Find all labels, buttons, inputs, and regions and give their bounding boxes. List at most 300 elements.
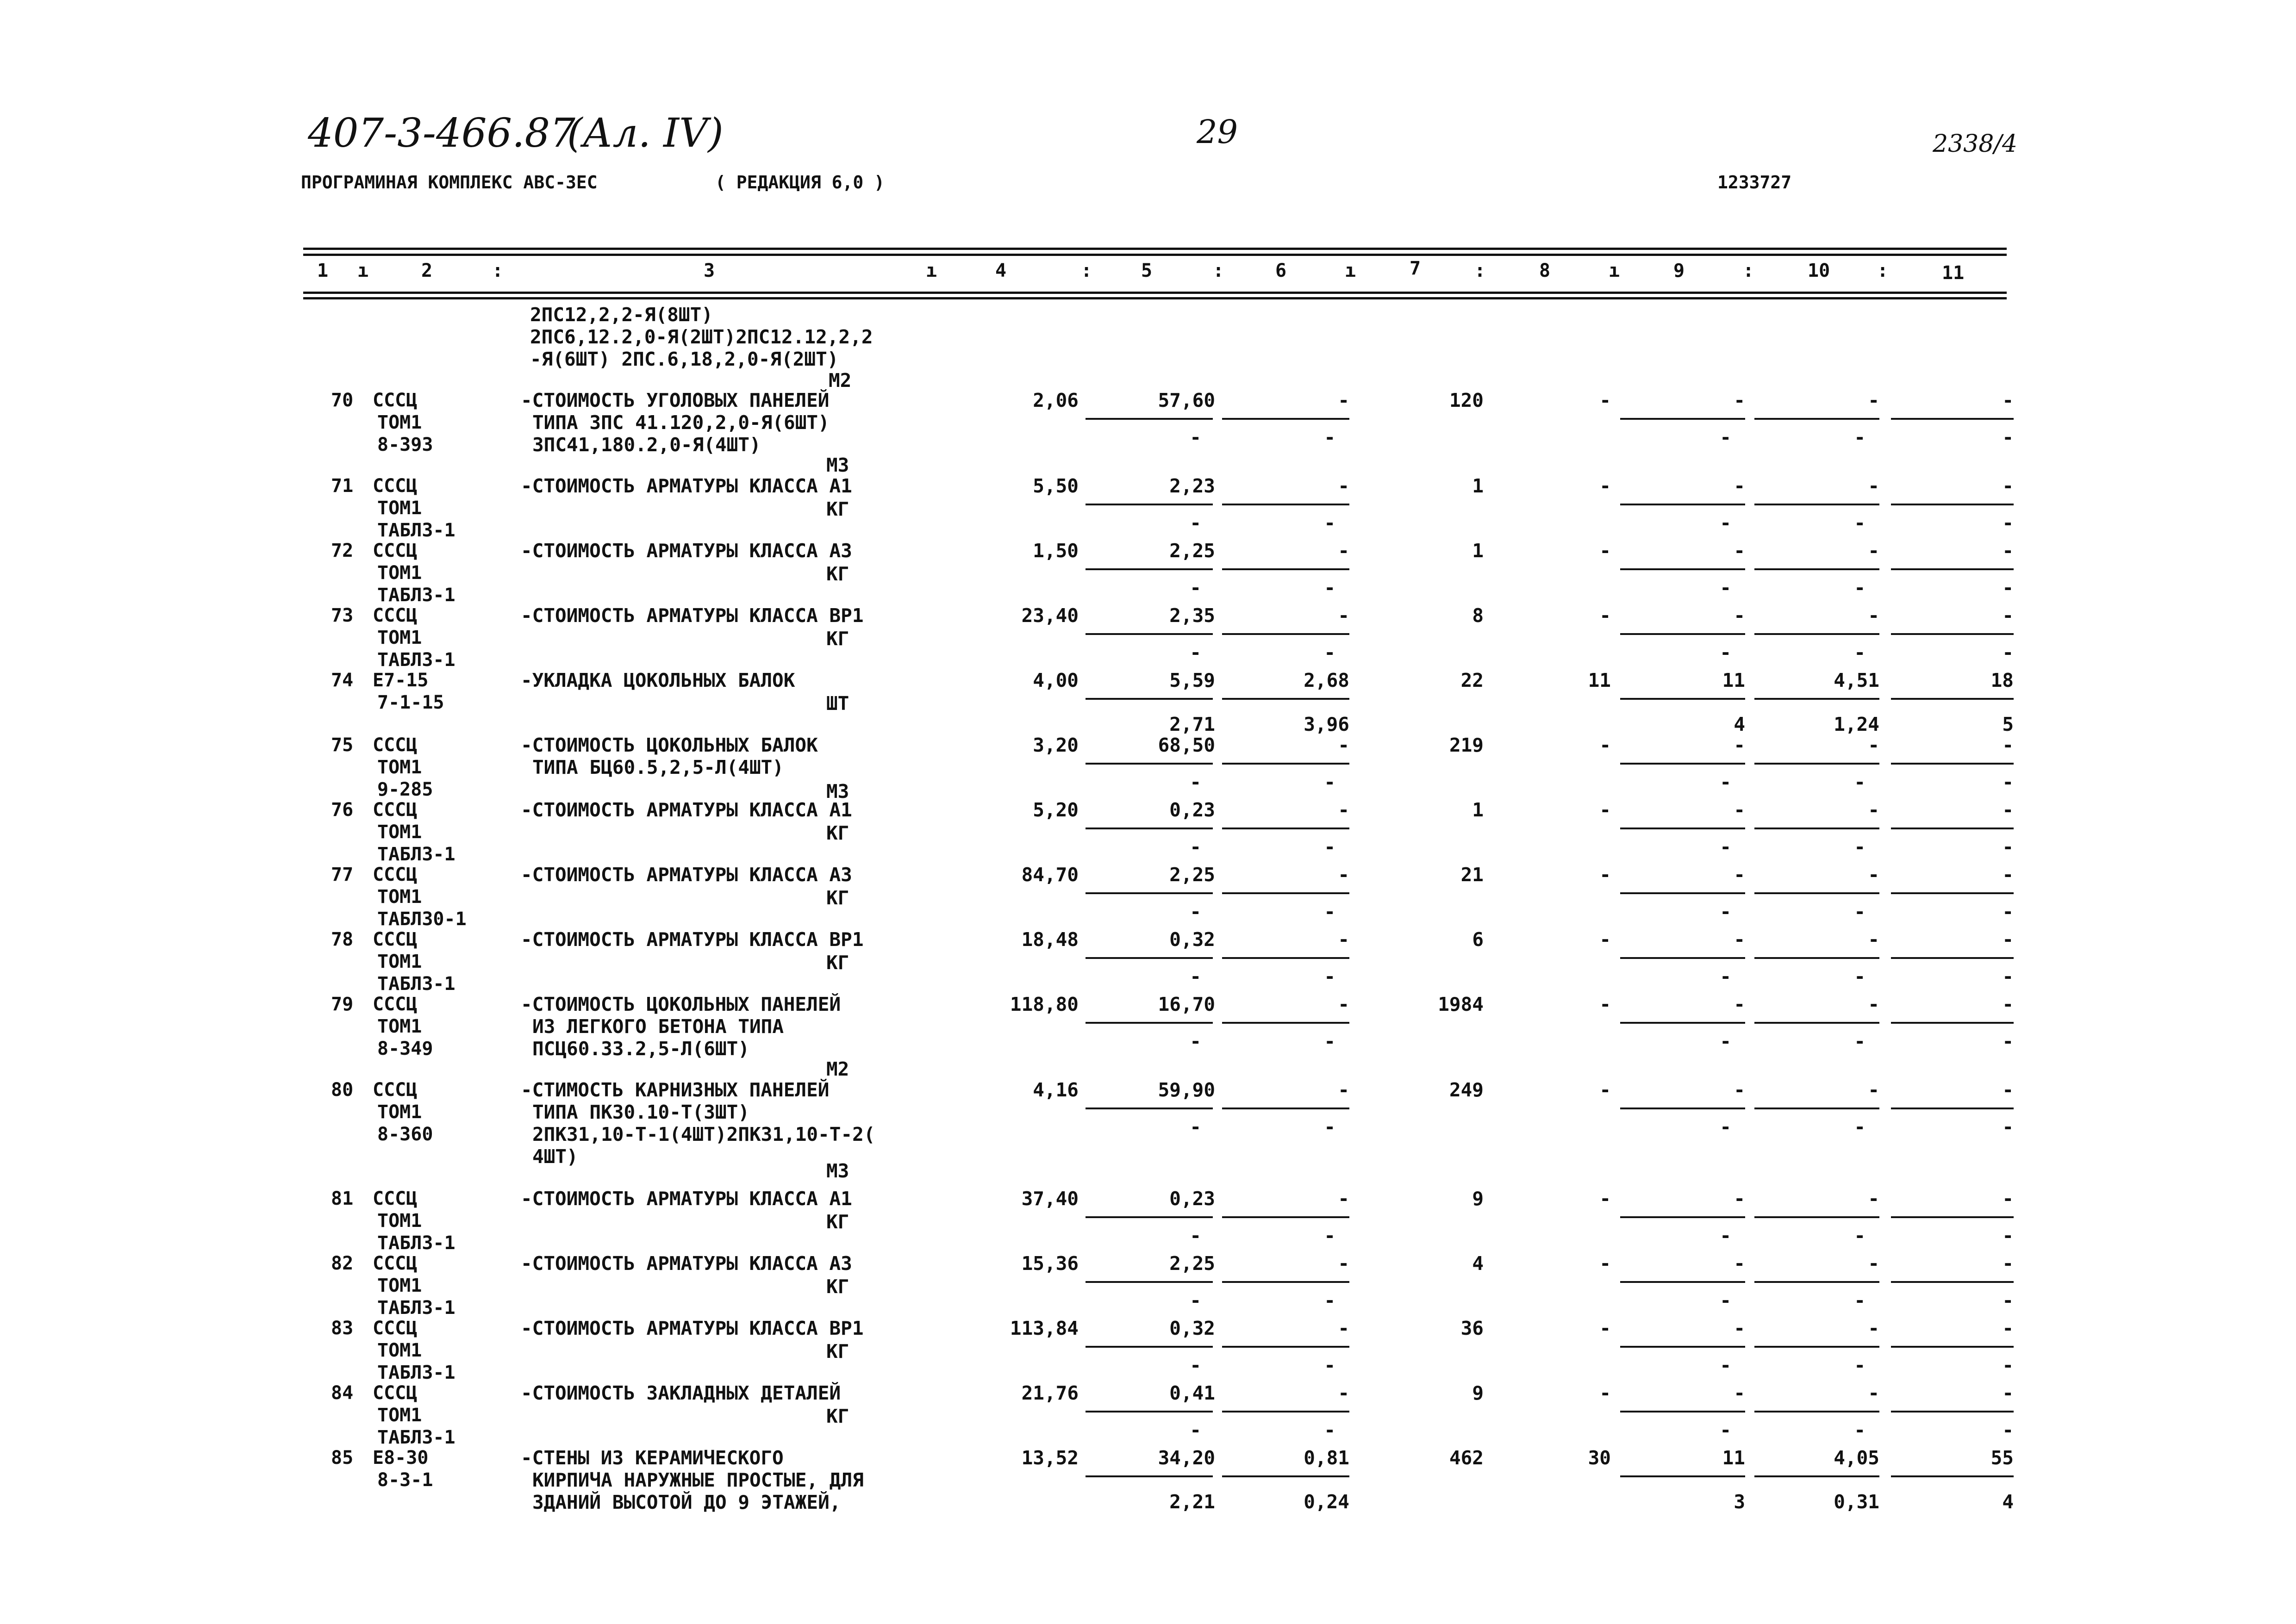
- cell-v10: -: [1868, 1188, 1879, 1210]
- cell-secondary-v11: 5: [2002, 713, 2014, 735]
- norm-source: Е7-15: [373, 670, 429, 691]
- cell-underline: [1891, 957, 2014, 959]
- norm-table: 8-393: [377, 434, 433, 455]
- work-description: -СТОИМОСТЬ АРМАТУРЫ КЛАССА ВР1: [521, 1317, 864, 1339]
- row-number: 76: [331, 799, 354, 821]
- cell-v5: 5,59: [1169, 669, 1215, 691]
- cell-v8: -: [1599, 799, 1611, 821]
- cell-underline: [1222, 568, 1349, 570]
- cell-secondary-dash: -: [1190, 901, 1201, 923]
- cell-secondary-dash: -: [1324, 1116, 1335, 1138]
- cell-v6: -: [1338, 993, 1349, 1015]
- cell-secondary-dash: -: [1720, 1116, 1731, 1138]
- work-description: КИРПИЧА НАРУЖНЫЕ ПРОСТЫЕ, ДЛЯ: [532, 1469, 864, 1491]
- cell-secondary-dash: -: [1324, 426, 1335, 448]
- cell-secondary-dash: -: [2002, 901, 2014, 923]
- cell-v8: 11: [1588, 669, 1611, 691]
- cell-secondary-dash: -: [1190, 1354, 1201, 1376]
- row-number: 83: [331, 1318, 354, 1339]
- cell-v9: -: [1734, 389, 1745, 411]
- continuation-line: -Я(6ШТ) 2ПС.6,18,2,0-Я(2ШТ): [530, 348, 839, 370]
- norm-source: СССЦ: [373, 1382, 418, 1404]
- cell-v5: 0,32: [1169, 928, 1215, 951]
- cell-secondary-dash: -: [1190, 426, 1201, 448]
- cell-underline: [1891, 1346, 2014, 1348]
- cell-underline: [1620, 1216, 1745, 1218]
- cell-v4: 118,80: [1010, 993, 1079, 1015]
- cell-v10: -: [1868, 864, 1879, 886]
- row-number: 78: [331, 929, 354, 950]
- cell-underline: [1754, 418, 1879, 420]
- cell-secondary-dash: -: [1324, 1030, 1335, 1052]
- cell-underline: [1620, 568, 1745, 570]
- work-description: -СТОИМОСТЬ АРМАТУРЫ КЛАССА А3: [521, 864, 852, 886]
- cell-v8: -: [1599, 1188, 1611, 1210]
- cell-secondary-dash: -: [1190, 1030, 1201, 1052]
- row-number: 73: [331, 605, 354, 626]
- cell-secondary-dash: -: [2002, 426, 2014, 448]
- cell-secondary-dash: -: [1324, 901, 1335, 923]
- cell-v10: -: [1868, 540, 1879, 562]
- cell-secondary-dash: -: [1190, 771, 1201, 793]
- cell-secondary-dash: -: [1190, 1225, 1201, 1247]
- work-description: -СТОИМОСТЬ АРМАТУРЫ КЛАССА А3: [521, 540, 852, 562]
- cell-v9: -: [1734, 928, 1745, 951]
- continuation-line: 2ПС12,2,2-Я(8ШТ): [530, 304, 713, 326]
- norm-source: Е8-30: [373, 1447, 429, 1468]
- norm-table: ТАБЛ3-1: [377, 585, 455, 606]
- column-header-10: 10: [1808, 260, 1830, 281]
- cell-secondary-dash: -: [1854, 965, 1866, 988]
- cell-secondary-dash: -: [1720, 1030, 1731, 1052]
- cell-underline: [1891, 892, 2014, 894]
- cell-secondary-dash: -: [1720, 901, 1731, 923]
- unit-of-measure: КГ: [826, 887, 849, 909]
- cell-v7: 249: [1449, 1079, 1484, 1101]
- work-description: -СТОИМОСТЬ АРМАТУРЫ КЛАССА А3: [521, 1252, 852, 1275]
- cell-secondary-dash: -: [1854, 1289, 1866, 1312]
- norm-volume: ТОМ1: [377, 1016, 422, 1037]
- cell-secondary-dash: -: [1190, 1419, 1201, 1441]
- cell-v5: 0,41: [1169, 1382, 1215, 1404]
- column-header-6: 6: [1275, 260, 1287, 281]
- cell-v11: -: [2002, 1317, 2014, 1339]
- cell-secondary-dash: -: [1324, 836, 1335, 858]
- sheet-reference: 2338/4: [1933, 130, 2017, 158]
- cell-underline: [1891, 568, 2014, 570]
- cell-secondary-v9: 3: [1734, 1491, 1745, 1513]
- norm-table: ТАБЛ3-1: [377, 844, 455, 865]
- cell-underline: [1620, 892, 1745, 894]
- cell-v4: 18,48: [1021, 928, 1079, 951]
- cell-secondary-dash: -: [1324, 577, 1335, 599]
- cell-underline: [1891, 1411, 2014, 1412]
- cell-v6: -: [1338, 1382, 1349, 1404]
- cell-underline: [1222, 1411, 1349, 1412]
- cell-underline: [1891, 1281, 2014, 1283]
- cell-v9: -: [1734, 604, 1745, 627]
- cell-underline: [1086, 763, 1213, 765]
- cell-v11: -: [2002, 1382, 2014, 1404]
- cell-v4: 5,50: [1033, 475, 1079, 497]
- work-description: -СТОИМОСТЬ АРМАТУРЫ КЛАССА ВР1: [521, 928, 864, 951]
- norm-table: ТАБЛ3-1: [377, 1232, 455, 1254]
- cell-underline: [1891, 828, 2014, 829]
- column-separator: ı: [357, 260, 369, 281]
- norm-source: СССЦ: [373, 994, 418, 1015]
- cell-underline: [1086, 1411, 1213, 1412]
- cell-v5: 0,23: [1169, 1188, 1215, 1210]
- cell-underline: [1086, 892, 1213, 894]
- cell-v7: 4: [1472, 1252, 1484, 1275]
- cell-secondary-dash: -: [1720, 512, 1731, 534]
- norm-volume: ТОМ1: [377, 1405, 422, 1426]
- continuation-line: 2ПС6,12.2,0-Я(2ШТ)2ПС12.12,2,2: [530, 326, 873, 348]
- cell-v7: 1984: [1438, 993, 1484, 1015]
- cell-underline: [1222, 418, 1349, 420]
- cell-secondary-dash: -: [1854, 512, 1866, 534]
- cell-v11: -: [2002, 928, 2014, 951]
- cell-underline: [1891, 504, 2014, 505]
- cell-underline: [1620, 1108, 1745, 1109]
- cell-secondary-dash: -: [1720, 771, 1731, 793]
- unit-of-measure: ШТ: [826, 692, 849, 715]
- cell-underline: [1086, 957, 1213, 959]
- cell-underline: [1086, 1346, 1213, 1348]
- cell-secondary-dash: -: [2002, 512, 2014, 534]
- cell-v9: -: [1734, 1317, 1745, 1339]
- norm-table: 8-360: [377, 1124, 433, 1145]
- cell-underline: [1754, 568, 1879, 570]
- cell-underline: [1222, 1475, 1349, 1477]
- cell-underline: [1754, 957, 1879, 959]
- norm-table: ТАБЛ3-1: [377, 973, 455, 995]
- norm-source: СССЦ: [373, 734, 418, 756]
- work-description: -СТИМОСТЬ КАРНИЗНЫХ ПАНЕЛЕЙ: [521, 1079, 830, 1101]
- work-description: ЗПС41,180.2,0-Я(4ШТ): [532, 434, 761, 456]
- cell-underline: [1222, 1022, 1349, 1024]
- cell-v8: 30: [1588, 1447, 1611, 1469]
- column-header-1: 1: [317, 260, 329, 281]
- cell-v11: 55: [1990, 1447, 2014, 1469]
- cell-v8: -: [1599, 864, 1611, 886]
- norm-volume: ТОМ1: [377, 1210, 422, 1232]
- norm-source: СССЦ: [373, 799, 418, 821]
- work-description: -УКЛАДКА ЦОКОЛЬНЫХ БАЛОК: [521, 669, 795, 691]
- cell-v5: 2,35: [1169, 604, 1215, 627]
- cell-secondary-dash: -: [1324, 1225, 1335, 1247]
- column-separator: ı: [1609, 260, 1620, 281]
- norm-volume: ТОМ1: [377, 1101, 422, 1123]
- cell-underline: [1086, 828, 1213, 829]
- norm-table: ТАБЛ3-1: [377, 1297, 455, 1319]
- cell-secondary-v6: 3,96: [1304, 713, 1349, 735]
- norm-source: СССЦ: [373, 929, 418, 950]
- cell-secondary-dash: -: [1324, 965, 1335, 988]
- cell-underline: [1891, 1108, 2014, 1109]
- norm-volume: 8-3-1: [377, 1469, 433, 1491]
- header-bottom-rule: [303, 292, 2007, 294]
- row-number: 71: [331, 475, 354, 497]
- cell-underline: [1222, 957, 1349, 959]
- unit-of-measure: М3: [826, 780, 849, 803]
- norm-source: СССЦ: [373, 1253, 418, 1274]
- cell-v8: -: [1599, 928, 1611, 951]
- cell-v6: -: [1338, 734, 1349, 756]
- norm-source: СССЦ: [373, 1188, 418, 1209]
- cell-v11: -: [2002, 993, 2014, 1015]
- cell-v10: -: [1868, 604, 1879, 627]
- cell-v5: 2,23: [1169, 475, 1215, 497]
- header-bottom-rule-2: [303, 297, 2007, 299]
- cell-underline: [1754, 892, 1879, 894]
- cell-v5: 2,25: [1169, 1252, 1215, 1275]
- cell-v4: 15,36: [1021, 1252, 1079, 1275]
- cell-v4: 1,50: [1033, 540, 1079, 562]
- cell-secondary-dash: -: [2002, 836, 2014, 858]
- row-number: 85: [331, 1447, 354, 1468]
- page-number: 29: [1197, 113, 1238, 151]
- cell-secondary-v11: 4: [2002, 1491, 2014, 1513]
- document-number: 407-3-466.87: [308, 110, 575, 156]
- norm-table: 9-285: [377, 779, 433, 800]
- cell-v5: 0,32: [1169, 1317, 1215, 1339]
- work-description: ТИПА БЦ60.5,2,5-Л(4ШТ): [532, 756, 784, 778]
- cell-underline: [1620, 633, 1745, 635]
- cell-secondary-dash: -: [1324, 771, 1335, 793]
- cell-underline: [1086, 1281, 1213, 1283]
- cell-secondary-dash: -: [1190, 836, 1201, 858]
- cell-underline: [1754, 633, 1879, 635]
- cell-v9: -: [1734, 864, 1745, 886]
- column-header-5: 5: [1141, 260, 1153, 281]
- cell-v11: -: [2002, 1079, 2014, 1101]
- cell-v10: -: [1868, 1382, 1879, 1404]
- cell-v11: -: [2002, 864, 2014, 886]
- cell-underline: [1754, 1108, 1879, 1109]
- cell-v7: 9: [1472, 1382, 1484, 1404]
- cell-secondary-dash: -: [2002, 1289, 2014, 1312]
- cell-v9: -: [1734, 540, 1745, 562]
- cell-secondary-dash: -: [1190, 965, 1201, 988]
- cell-underline: [1086, 418, 1213, 420]
- unit-of-measure: М3: [826, 454, 849, 476]
- cell-underline: [1620, 1346, 1745, 1348]
- cell-v9: -: [1734, 1188, 1745, 1210]
- cell-secondary-dash: -: [1720, 1354, 1731, 1376]
- cell-underline: [1754, 1411, 1879, 1412]
- cell-secondary-v10: 0,31: [1834, 1491, 1879, 1513]
- row-number: 82: [331, 1253, 354, 1274]
- cell-v9: 11: [1722, 669, 1745, 691]
- cell-v10: -: [1868, 1252, 1879, 1275]
- norm-source: СССЦ: [373, 1318, 418, 1339]
- cell-v4: 4,16: [1033, 1079, 1079, 1101]
- cell-underline: [1222, 763, 1349, 765]
- cell-v7: 1: [1472, 475, 1484, 497]
- cell-secondary-dash: -: [1324, 1354, 1335, 1376]
- work-description: ПСЦ60.33.2,5-Л(6ШТ): [532, 1038, 749, 1060]
- cell-secondary-v10: 1,24: [1834, 713, 1879, 735]
- cell-secondary-dash: -: [1854, 836, 1866, 858]
- cell-v11: -: [2002, 604, 2014, 627]
- cell-underline: [1620, 957, 1745, 959]
- cell-underline: [1222, 892, 1349, 894]
- cell-v7: 6: [1472, 928, 1484, 951]
- cell-v11: -: [2002, 475, 2014, 497]
- column-header-11: 11: [1942, 262, 1965, 284]
- row-number: 77: [331, 864, 354, 885]
- row-number: 79: [331, 994, 354, 1015]
- work-description: ТИПА ПК30.10-Т(3ШТ): [532, 1101, 749, 1123]
- cell-underline: [1620, 698, 1745, 700]
- norm-table: ТАБЛ3-1: [377, 1427, 455, 1448]
- cell-v4: 13,52: [1021, 1447, 1079, 1469]
- cell-underline: [1222, 504, 1349, 505]
- cell-v9: -: [1734, 734, 1745, 756]
- cell-underline: [1620, 828, 1745, 829]
- cell-underline: [1891, 698, 2014, 700]
- cell-v8: -: [1599, 389, 1611, 411]
- cell-secondary-dash: -: [1720, 965, 1731, 988]
- cell-v8: -: [1599, 1252, 1611, 1275]
- unit-of-measure: М3: [826, 1160, 849, 1182]
- cell-v7: 36: [1460, 1317, 1484, 1339]
- cell-v7: 120: [1449, 389, 1484, 411]
- cell-v9: -: [1734, 799, 1745, 821]
- cell-v4: 113,84: [1010, 1317, 1079, 1339]
- cell-v8: -: [1599, 1382, 1611, 1404]
- cell-secondary-v5: 2,71: [1169, 713, 1215, 735]
- cell-underline: [1086, 698, 1213, 700]
- row-number: 70: [331, 390, 354, 411]
- cell-underline: [1754, 1346, 1879, 1348]
- cell-secondary-dash: -: [1854, 1225, 1866, 1247]
- cell-underline: [1891, 763, 2014, 765]
- cell-v6: -: [1338, 475, 1349, 497]
- cell-v5: 0,23: [1169, 799, 1215, 821]
- work-description: 4ШТ): [532, 1145, 578, 1168]
- column-header-8: 8: [1539, 260, 1551, 281]
- cell-secondary-dash: -: [1720, 836, 1731, 858]
- cell-secondary-dash: -: [2002, 641, 2014, 664]
- row-number: 74: [331, 670, 354, 691]
- cell-v4: 5,20: [1033, 799, 1079, 821]
- cell-secondary-dash: -: [1720, 1419, 1731, 1441]
- cell-secondary-dash: -: [1854, 1030, 1866, 1052]
- norm-volume: ТОМ1: [377, 412, 422, 433]
- cell-secondary-dash: -: [2002, 1116, 2014, 1138]
- document-code: 1233727: [1717, 172, 1792, 193]
- cell-underline: [1754, 1475, 1879, 1477]
- cell-underline: [1754, 504, 1879, 505]
- cell-secondary-dash: -: [1720, 641, 1731, 664]
- album-number: (Ал. IV): [567, 110, 724, 156]
- cell-v11: -: [2002, 799, 2014, 821]
- cell-v6: -: [1338, 1317, 1349, 1339]
- cell-underline: [1086, 1216, 1213, 1218]
- cell-v6: -: [1338, 1252, 1349, 1275]
- cell-v11: -: [2002, 1188, 2014, 1210]
- cell-v6: -: [1338, 540, 1349, 562]
- cell-secondary-dash: -: [2002, 771, 2014, 793]
- cell-v8: -: [1599, 540, 1611, 562]
- edition-label: ( РЕДАКЦИЯ 6,0 ): [715, 172, 885, 193]
- cell-secondary-dash: -: [1190, 512, 1201, 534]
- cell-v8: -: [1599, 734, 1611, 756]
- unit-of-measure: КГ: [826, 952, 849, 974]
- cell-underline: [1754, 1216, 1879, 1218]
- cell-secondary-dash: -: [1324, 1419, 1335, 1441]
- cell-v5: 59,90: [1158, 1079, 1215, 1101]
- norm-source: СССЦ: [373, 475, 418, 497]
- column-header-7: 7: [1410, 258, 1421, 279]
- unit-of-measure: КГ: [826, 498, 849, 520]
- work-description: -СТОИМОСТЬ АРМАТУРЫ КЛАССА А1: [521, 1188, 852, 1210]
- cell-v6: 2,68: [1304, 669, 1349, 691]
- cell-underline: [1086, 633, 1213, 635]
- program-title: ПРОГРАМИНАЯ КОМПЛЕКС АВС-ЗЕС: [301, 172, 598, 193]
- cell-v5: 57,60: [1158, 389, 1215, 411]
- cell-v11: 18: [1990, 669, 2014, 691]
- norm-source: СССЦ: [373, 605, 418, 626]
- cell-v4: 23,40: [1021, 604, 1079, 627]
- cell-v6: 0,81: [1304, 1447, 1349, 1469]
- unit-of-measure: КГ: [826, 628, 849, 650]
- cell-secondary-dash: -: [1324, 512, 1335, 534]
- column-separator: :: [1877, 260, 1889, 281]
- cell-v9: -: [1734, 993, 1745, 1015]
- unit-of-measure: КГ: [826, 563, 849, 585]
- cell-underline: [1222, 1281, 1349, 1283]
- unit-of-measure: КГ: [826, 1340, 849, 1363]
- cell-underline: [1891, 1022, 2014, 1024]
- cell-v7: 1: [1472, 799, 1484, 821]
- row-number: 75: [331, 734, 354, 756]
- work-description: -СТОИМОСТЬ ЗАКЛАДНЫХ ДЕТАЛЕЙ: [521, 1382, 841, 1404]
- cell-v8: -: [1599, 604, 1611, 627]
- cell-secondary-dash: -: [2002, 1354, 2014, 1376]
- cell-underline: [1754, 1281, 1879, 1283]
- cell-v8: -: [1599, 1079, 1611, 1101]
- cell-v9: -: [1734, 1252, 1745, 1275]
- cell-v4: 84,70: [1021, 864, 1079, 886]
- cell-underline: [1620, 504, 1745, 505]
- cell-v6: -: [1338, 389, 1349, 411]
- cell-v10: -: [1868, 993, 1879, 1015]
- cell-v6: -: [1338, 1079, 1349, 1101]
- cell-v5: 16,70: [1158, 993, 1215, 1015]
- row-number: 81: [331, 1188, 354, 1209]
- cell-underline: [1620, 418, 1745, 420]
- cell-v10: -: [1868, 1317, 1879, 1339]
- cell-underline: [1891, 633, 2014, 635]
- norm-table: 8-349: [377, 1038, 433, 1059]
- norm-source: СССЦ: [373, 390, 418, 411]
- cell-v11: -: [2002, 734, 2014, 756]
- cell-secondary-dash: -: [1720, 577, 1731, 599]
- cell-underline: [1620, 1475, 1745, 1477]
- cell-underline: [1086, 1475, 1213, 1477]
- unit-of-measure: КГ: [826, 1276, 849, 1298]
- work-description: ИЗ ЛЕГКОГО БЕТОНА ТИПА: [532, 1015, 784, 1038]
- cell-underline: [1754, 1022, 1879, 1024]
- cell-v5: 34,20: [1158, 1447, 1215, 1469]
- cell-underline: [1086, 1108, 1213, 1109]
- column-separator: :: [1081, 260, 1092, 281]
- cell-secondary-dash: -: [2002, 1419, 2014, 1441]
- column-separator: :: [1474, 260, 1486, 281]
